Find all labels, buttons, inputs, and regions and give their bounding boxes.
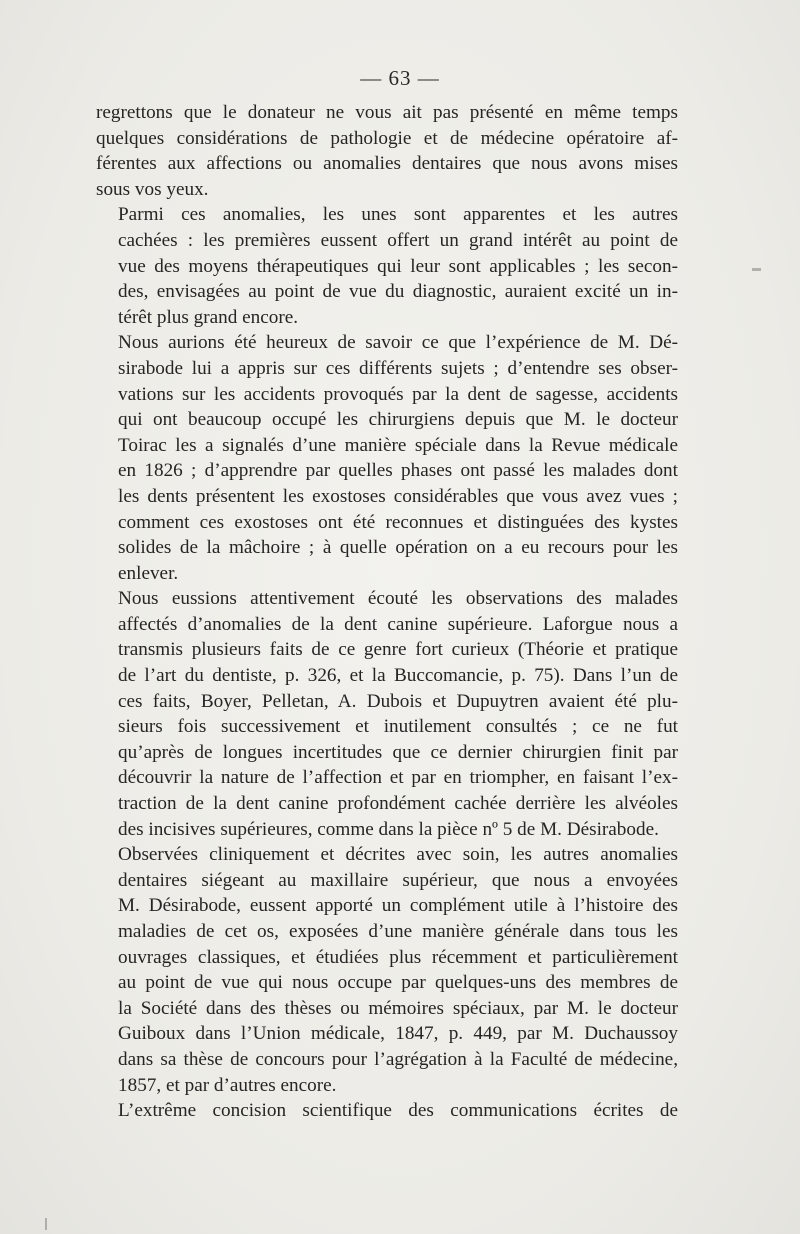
paragraph-1 (96, 100, 678, 202)
text-line: transmis plusieurs faits de ce genre fort curieux (Théorie et pratique (118, 639, 678, 661)
paragraph-6 (96, 1098, 678, 1124)
paragraph-4 (96, 586, 678, 842)
text-line: vue des moyens thérapeutiques qui leur sont applicables ; les secon- (118, 255, 678, 277)
text-line: regrettons que le donateur ne vous ait pas présenté en même temps (96, 102, 678, 123)
text-line: affectés d’anomalies de la dent canine supérieure. Laforgue nous a (118, 613, 678, 635)
scan-speck (752, 268, 761, 271)
text-line: de l’art du dentiste, p. 326, et la Buccomancie, p. 75). Dans l’un de (118, 665, 678, 687)
text-line: térêt plus grand encore. (118, 306, 299, 328)
page-number: — 63 — (360, 66, 440, 90)
text-line: découvrir la nature de l’affection et par en triompher, en faisant l’ex- (118, 767, 678, 789)
text-line: L’extrême concision scientifique des communications écrites de (118, 1100, 678, 1122)
text-line: la Société dans des thèses ou mémoires spéciaux, par M. le docteur (118, 997, 678, 1019)
text-line: des incisives supérieures, comme dans la pièce nº 5 de M. Désirabode. (118, 818, 659, 840)
text-line: vations sur les accidents provoqués par la dent de sagesse, accidents (118, 383, 678, 405)
text-line: sous vos yeux. (96, 178, 209, 200)
paragraph-3 (96, 330, 678, 586)
text-line: ouvrages classiques, et étudiées plus récemment et particulièrement (118, 946, 678, 968)
text-line: enlever. (118, 562, 179, 584)
text-line: Nous aurions été heureux de savoir ce que l’expérience de M. Dé- (118, 332, 678, 354)
body-text (96, 100, 678, 1124)
text-line: les dents présentent les exostoses considérables que vous avez vues ; (118, 485, 678, 507)
text-line: sieurs fois successivement et inutilement consultés ; ce ne fut (118, 716, 678, 738)
text-line: qu’après de longues incertitudes que ce dernier chirurgien finit par (118, 741, 678, 763)
text-line: dans sa thèse de concours pour l’agrégation à la Faculté de médecine, (118, 1048, 678, 1070)
text-line: Toirac les a signalés d’une manière spéciale dans la Revue médicale (118, 434, 678, 456)
text-line: qui ont beaucoup occupé les chirurgiens depuis que M. le docteur (118, 409, 678, 431)
text-line: Nous eussions attentivement écouté les observations des malades (118, 588, 678, 610)
text-line: 1857, et par d’autres encore. (118, 1074, 337, 1096)
text-line: des, envisagées au point de vue du diagnostic, auraient excité un in- (118, 281, 678, 303)
paragraph-2 (96, 202, 678, 330)
text-line: ces faits, Boyer, Pelletan, A. Dubois et Dupuytren avaient été plu- (118, 690, 678, 712)
text-line: sirabode lui a appris sur ces différents sujets ; d’entendre ses obser- (118, 357, 678, 379)
text-line: solides de la mâchoire ; à quelle opération on a eu recours pour les (118, 537, 678, 559)
text-line: férentes aux affections ou anomalies dentaires que nous avons mises (96, 153, 678, 175)
text-line: maladies de cet os, exposées d’une manière générale dans tous les (118, 921, 678, 942)
text-line: traction de la dent canine profondément cachée derrière les alvéoles (118, 793, 678, 815)
text-line: Guiboux dans l’Union médicale, 1847, p. 449, par M. Duchaussoy (118, 1023, 678, 1045)
paragraph-5 (96, 842, 678, 1098)
text-line: comment ces exostoses ont été reconnues et distinguées des kystes (118, 511, 678, 533)
text-line: M. Désirabode, eussent apporté un complément utile à l’histoire des (118, 895, 678, 917)
scan-speck (45, 1218, 47, 1230)
text-line: Observées cliniquement et décrites avec soin, les autres anomalies (118, 844, 678, 866)
text-line: Parmi ces anomalies, les unes sont apparentes et les autres (118, 204, 678, 226)
text-line: quelques considérations de pathologie et de médecine opératoire af- (96, 127, 678, 149)
text-line: en 1826 ; d’apprendre par quelles phases ont passé les malades dont (118, 460, 678, 482)
text-line: dentaires siégeant au maxillaire supérieur, que nous a envoyées (118, 869, 678, 891)
text-line: au point de vue qui nous occupe par quelques-uns des membres de (118, 972, 678, 994)
text-line: cachées : les premières eussent offert un grand intérêt au point de (118, 229, 678, 251)
